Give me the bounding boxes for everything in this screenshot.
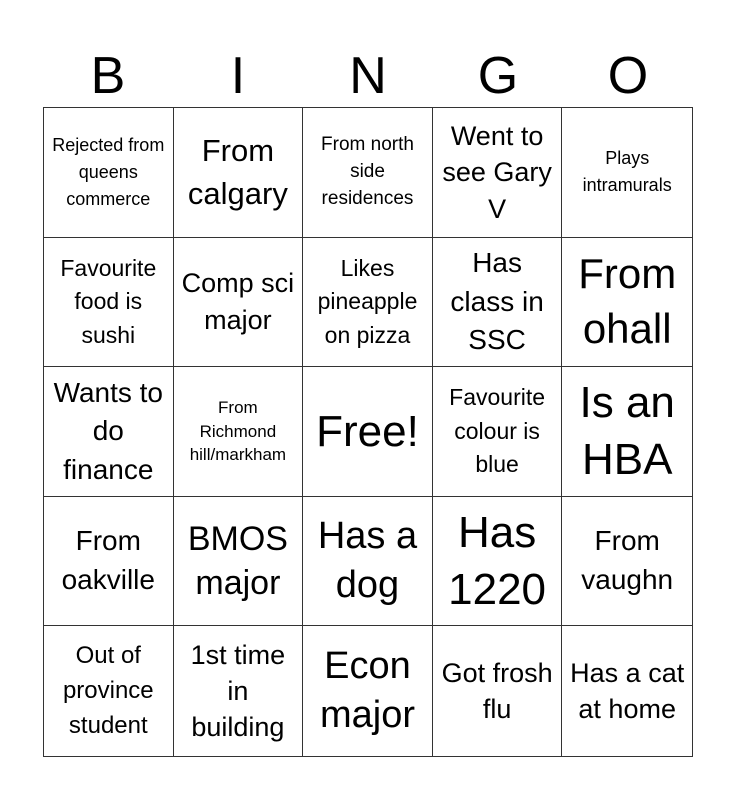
bingo-cell[interactable]: Has 1220 xyxy=(433,497,563,627)
bingo-cell[interactable]: Wants to do finance xyxy=(44,367,174,497)
bingo-cell[interactable]: Has a cat at home xyxy=(570,657,685,725)
bingo-cell[interactable]: Out of province student xyxy=(44,626,174,756)
bingo-cell[interactable]: From north side residences xyxy=(303,108,433,238)
bingo-cell[interactable]: From oakville xyxy=(44,497,174,627)
bingo-cell[interactable]: Has a dog xyxy=(303,497,433,627)
bingo-cell[interactable]: BMOS major xyxy=(174,497,304,627)
bingo-cell[interactable]: Free! xyxy=(303,367,433,497)
bingo-cell[interactable]: From ohall xyxy=(562,238,692,368)
bingo-cell[interactable]: Econ major xyxy=(303,626,433,756)
bingo-board xyxy=(43,107,693,757)
bingo-cell[interactable]: Comp sci major xyxy=(174,238,304,368)
bingo-cell[interactable]: Went to see Gary V xyxy=(433,108,563,238)
bingo-cell[interactable]: Got frosh flu xyxy=(433,626,563,756)
bingo-cell[interactable]: Favourite colour is blue xyxy=(433,367,563,497)
bingo-cell[interactable]: From Richmond hill/markham xyxy=(174,367,304,497)
bingo-header xyxy=(43,44,693,108)
bingo-cell[interactable]: Favourite food is sushi xyxy=(44,238,174,368)
header-letter-g: G xyxy=(477,47,519,105)
bingo-cell[interactable]: Rejected from queens commerce xyxy=(44,108,174,238)
bingo-cell[interactable]: Is an HBA xyxy=(562,367,692,497)
header-letter-n: N xyxy=(349,47,387,105)
bingo-cell[interactable]: From vaughn xyxy=(562,497,692,627)
bingo-cell[interactable]: Has class in SSC xyxy=(433,238,563,368)
header-letter-o: O xyxy=(607,47,649,105)
bingo-cell[interactable]: 1st time in building xyxy=(174,626,304,756)
header-letter-b: B xyxy=(90,47,126,105)
bingo-cell[interactable]: Likes pineapple on pizza xyxy=(303,238,433,368)
header-letter-i: I xyxy=(230,47,246,105)
bingo-cell[interactable]: Plays intramurals xyxy=(562,108,692,238)
bingo-cell[interactable]: From calgary xyxy=(174,108,304,238)
